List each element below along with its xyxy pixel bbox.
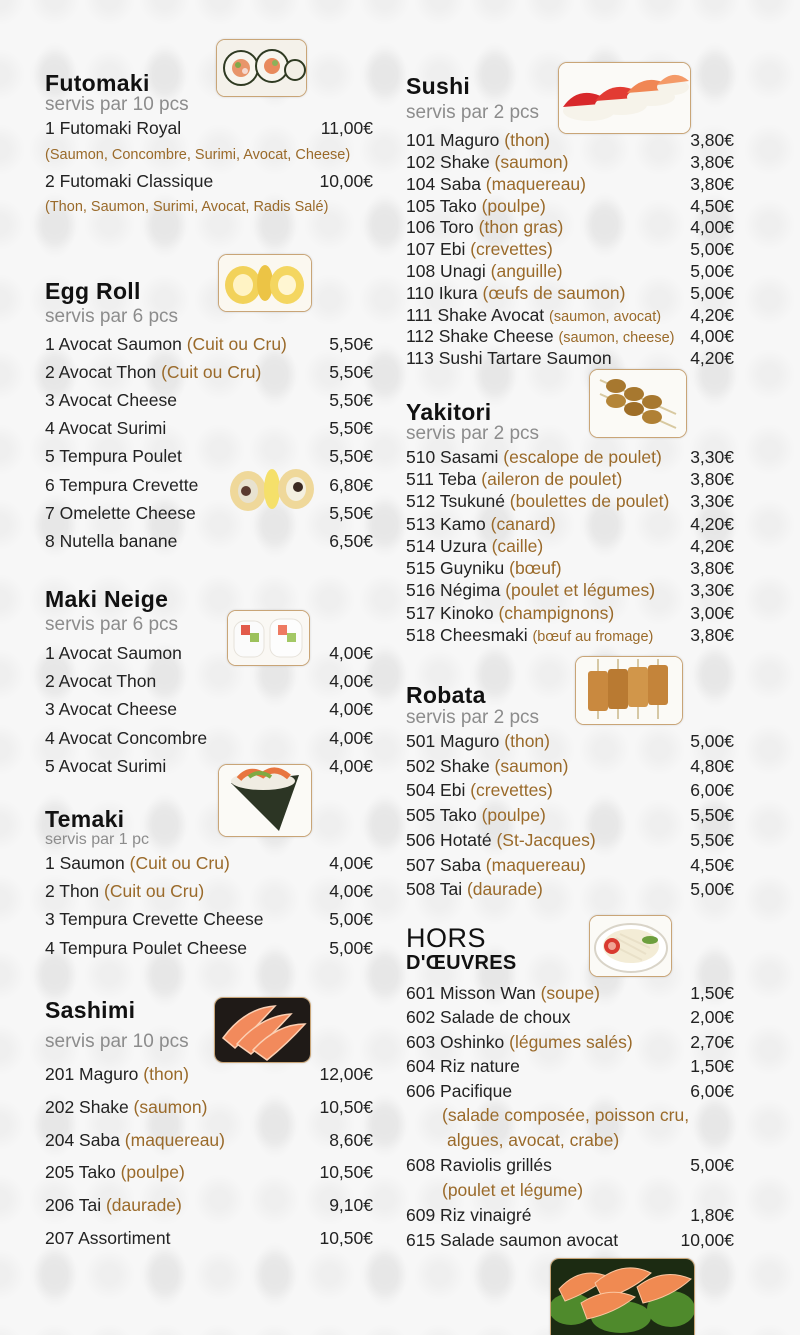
egg-roll-photo bbox=[218, 254, 312, 312]
menu-item: 514 Uzura (caille) 4,20€ bbox=[406, 536, 734, 556]
menu-item: 504 Ebi (crevettes) 6,00€ bbox=[406, 780, 734, 800]
menu-item: 502 Shake (saumon) 4,80€ bbox=[406, 756, 734, 776]
menu-item: 7 Omelette Cheese 5,50€ bbox=[45, 503, 373, 523]
robata-title: Robata bbox=[406, 682, 486, 708]
menu-item: 111 Shake Avocat (saumon, avocat) 4,20€ bbox=[406, 305, 734, 325]
egg-roll-title: Egg Roll bbox=[45, 278, 141, 304]
menu-item: 505 Tako (poulpe) 5,50€ bbox=[406, 805, 734, 825]
menu-item: 2 Futomaki Classique 10,00€ bbox=[45, 171, 373, 191]
menu-item: 606 Pacifique 6,00€ bbox=[406, 1081, 734, 1101]
maki-neige-subtitle: servis par 6 pcs bbox=[45, 614, 179, 635]
menu-item: 1 Avocat Saumon 4,00€ bbox=[45, 643, 373, 663]
menu-item: 1 Saumon (Cuit ou Cru) 4,00€ bbox=[45, 853, 373, 873]
temaki-photo bbox=[218, 764, 312, 837]
maki-neige-title: Maki Neige bbox=[45, 586, 169, 612]
futomaki-subtitle: servis par 10 pcs bbox=[45, 94, 189, 115]
menu-item: 518 Cheesmaki (bœuf au fromage) 3,80€ bbox=[406, 625, 734, 645]
yakitori-photo bbox=[589, 369, 687, 438]
menu-item: 4 Tempura Poulet Cheese 5,00€ bbox=[45, 938, 373, 958]
menu-item: 508 Tai (daurade) 5,00€ bbox=[406, 879, 734, 899]
menu-item: 206 Tai (daurade) 9,10€ bbox=[45, 1195, 373, 1215]
yakitori-title: Yakitori bbox=[406, 399, 492, 425]
menu-item: 511 Teba (aileron de poulet) 3,80€ bbox=[406, 469, 734, 489]
temaki-subtitle: servis par 1 pc bbox=[45, 831, 150, 848]
menu-item: 3 Avocat Cheese 5,50€ bbox=[45, 390, 373, 410]
item-note: algues, avocat, crabe) bbox=[447, 1130, 620, 1150]
menu-item: 107 Ebi (crevettes) 5,00€ bbox=[406, 239, 734, 259]
robata-photo bbox=[575, 656, 683, 725]
menu-item: 608 Raviolis grillés 5,00€ bbox=[406, 1155, 734, 1175]
item-note: (salade composée, poisson cru, bbox=[442, 1105, 690, 1125]
menu-item: 105 Tako (poulpe) 4,50€ bbox=[406, 196, 734, 216]
sushi-title: Sushi bbox=[406, 73, 471, 99]
menu-item: 5 Tempura Poulet 5,50€ bbox=[45, 446, 373, 466]
sashimi-title: Sashimi bbox=[45, 997, 136, 1023]
robata-subtitle: servis par 2 pcs bbox=[406, 707, 540, 728]
menu-item: 104 Saba (maquereau) 3,80€ bbox=[406, 174, 734, 194]
menu-item: 516 Négima (poulet et légumes) 3,30€ bbox=[406, 580, 734, 600]
item-note: (Saumon, Concombre, Surimi, Avocat, Cheese) bbox=[45, 147, 351, 163]
menu-item: 510 Sasami (escalope de poulet) 3,30€ bbox=[406, 447, 734, 467]
menu-item: 1 Avocat Saumon (Cuit ou Cru) 5,50€ bbox=[45, 334, 373, 354]
menu-item: 112 Shake Cheese (saumon, cheese) 4,00€ bbox=[406, 326, 734, 346]
menu-item: 507 Saba (maquereau) 4,50€ bbox=[406, 855, 734, 875]
menu-item: 602 Salade de choux 2,00€ bbox=[406, 1007, 734, 1027]
sashimi-subtitle: servis par 10 pcs bbox=[45, 1031, 189, 1052]
item-note: (poulet et légume) bbox=[442, 1180, 584, 1200]
menu-item: 113 Sushi Tartare Saumon 4,20€ bbox=[406, 348, 734, 368]
menu-item: 5 Avocat Surimi 4,00€ bbox=[45, 756, 373, 776]
menu-item: 601 Misson Wan (soupe) 1,50€ bbox=[406, 983, 734, 1003]
sashimi-photo bbox=[214, 997, 311, 1063]
menu-item: 101 Maguro (thon) 3,80€ bbox=[406, 130, 734, 150]
menu-item: 207 Assortiment 10,50€ bbox=[45, 1228, 373, 1248]
sushi-subtitle: servis par 2 pcs bbox=[406, 102, 540, 123]
menu-item: 2 Avocat Thon 4,00€ bbox=[45, 671, 373, 691]
menu-item: 501 Maguro (thon) 5,00€ bbox=[406, 731, 734, 751]
yakitori-subtitle: servis par 2 pcs bbox=[406, 423, 540, 444]
hors-doeuvres-title-line1: HORS bbox=[406, 923, 487, 953]
menu-item: 2 Avocat Thon (Cuit ou Cru) 5,50€ bbox=[45, 362, 373, 382]
hors-doeuvres-title-line2: D'ŒUVRES bbox=[406, 952, 517, 974]
item-note: (Thon, Saumon, Surimi, Avocat, Radis Salé) bbox=[45, 199, 329, 215]
menu-item: 4 Avocat Surimi 5,50€ bbox=[45, 418, 373, 438]
menu-item: 1 Futomaki Royal 11,00€ bbox=[45, 118, 373, 138]
menu-item: 4 Avocat Concombre 4,00€ bbox=[45, 728, 373, 748]
menu-item: 512 Tsukuné (boulettes de poulet) 3,30€ bbox=[406, 491, 734, 511]
menu-item: 205 Tako (poulpe) 10,50€ bbox=[45, 1162, 373, 1182]
menu-item: 202 Shake (saumon) 10,50€ bbox=[45, 1097, 373, 1117]
menu-item: 204 Saba (maquereau) 8,60€ bbox=[45, 1130, 373, 1150]
tempura-roll-photo bbox=[228, 465, 316, 513]
menu-item: 201 Maguro (thon) 12,00€ bbox=[45, 1064, 373, 1084]
sushi-photo bbox=[558, 62, 691, 134]
hors-doeuvres-photo bbox=[589, 915, 672, 977]
menu-item: 604 Riz nature 1,50€ bbox=[406, 1056, 734, 1076]
menu-item: 110 Ikura (œufs de saumon) 5,00€ bbox=[406, 283, 734, 303]
menu-item: 108 Unagi (anguille) 5,00€ bbox=[406, 261, 734, 281]
futomaki-photo bbox=[216, 39, 307, 97]
menu-item: 517 Kinoko (champignons) 3,00€ bbox=[406, 603, 734, 623]
salmon-salad-photo bbox=[550, 1258, 695, 1335]
menu-item: 3 Avocat Cheese 4,00€ bbox=[45, 699, 373, 719]
menu-item: 102 Shake (saumon) 3,80€ bbox=[406, 152, 734, 172]
menu-item: 513 Kamo (canard) 4,20€ bbox=[406, 514, 734, 534]
menu-item: 609 Riz vinaigré 1,80€ bbox=[406, 1205, 734, 1225]
menu-item: 3 Tempura Crevette Cheese 5,00€ bbox=[45, 909, 373, 929]
temaki-title: Temaki bbox=[45, 806, 125, 832]
menu-item: 506 Hotaté (St-Jacques) 5,50€ bbox=[406, 830, 734, 850]
menu-item: 2 Thon (Cuit ou Cru) 4,00€ bbox=[45, 881, 373, 901]
menu-item: 8 Nutella banane 6,50€ bbox=[45, 531, 373, 551]
egg-roll-subtitle: servis par 6 pcs bbox=[45, 306, 179, 327]
menu-item: 615 Salade saumon avocat 10,00€ bbox=[406, 1230, 734, 1250]
menu-item: 515 Guyniku (bœuf) 3,80€ bbox=[406, 558, 734, 578]
menu-item: 106 Toro (thon gras) 4,00€ bbox=[406, 217, 734, 237]
menu-item: 6 Tempura Crevette 6,80€ bbox=[45, 475, 373, 495]
menu-item: 603 Oshinko (légumes salés) 2,70€ bbox=[406, 1032, 734, 1052]
futomaki-title: Futomaki bbox=[45, 70, 150, 96]
